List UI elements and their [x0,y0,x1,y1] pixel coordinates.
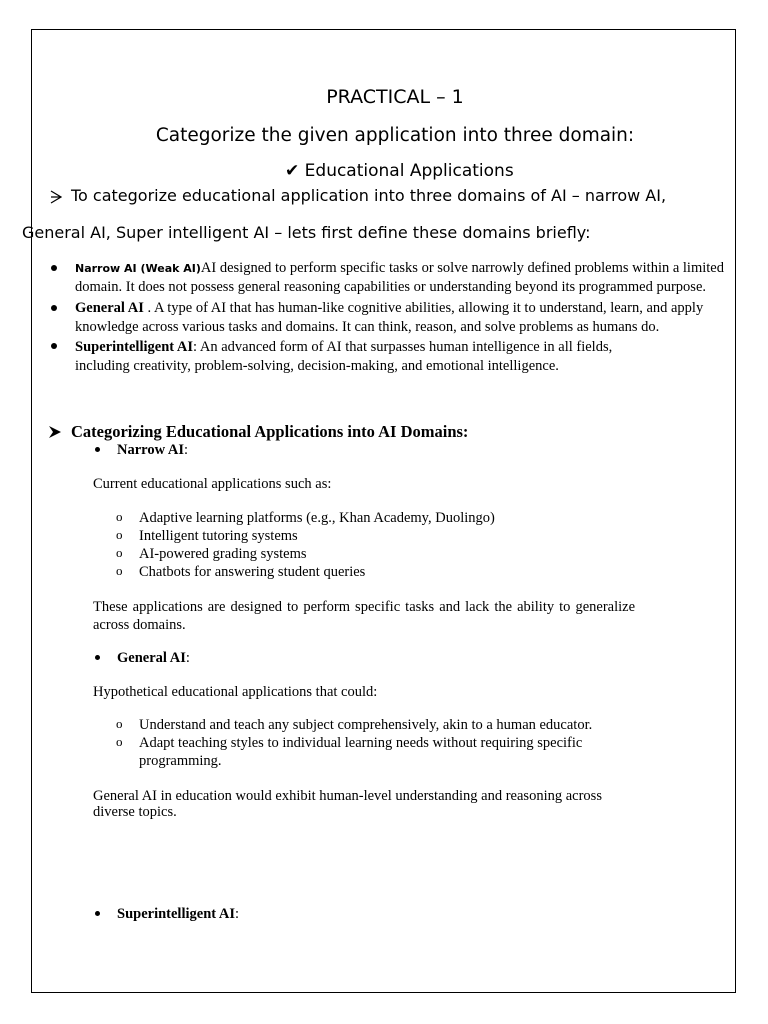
list-marker: o [116,509,123,524]
list-marker: o [116,563,123,578]
definition-term: Narrow AI (Weak AI) [75,262,201,275]
list-item-continued: programming. [139,753,222,769]
superintelligent-ai-label: Superintelligent AI [117,906,236,922]
general-ai-label: General AI [117,650,186,666]
bullet-icon [51,305,57,311]
definition-text: domain. It does not possess general reasoning capabilities or understanding beyond its programmed purpose. [75,279,707,295]
general-ai-label-line [117,649,190,667]
list-marker: o [116,716,123,731]
bullet-icon [51,343,57,349]
superintelligent-ai-label-line [117,905,239,923]
edu-heading: Educational Applications [304,161,514,181]
page-subtitle: Categorize the given application into three domain: [155,125,635,146]
intro-line-1: To categorize educational application into three domains of AI – narrow AI, [71,186,667,205]
narrow-intro: Current educational applications such as: [93,476,332,492]
general-summary-2: diverse topics. [93,804,177,820]
list-item: Understand and teach any subject comprehensively, akin to a human educator. [139,717,593,733]
general-summary-1: General AI in education would exhibit human-level understanding and reasoning across [93,788,602,804]
definition-text: knowledge across various tasks and domains. It can think, reason, and solve problems as humans do. [75,319,660,335]
definition-narrow [75,259,768,297]
definition-text: including creativity, problem-solving, decision-making, and emotional intelligence. [75,358,559,374]
narrow-summary-1: These applications are designed to perform specific tasks and lack the ability to generalize [93,599,636,615]
section-heading: Categorizing Educational Applications into AI Domains: [71,422,469,441]
narrow-ai-label: Narrow AI [117,442,184,458]
definition-text: . A type of AI that has human-like cognitive abilities, allowing it to understand, learn, and apply [143,300,704,316]
narrow-ai-label-line [117,441,188,459]
checkmark-icon: ✔ [285,161,300,181]
list-item: Chatbots for answering student queries [139,564,366,580]
list-marker: o [116,545,123,560]
definition-term: General AI [75,300,144,316]
colon: : [235,906,240,922]
colon: : [185,650,190,666]
page-title: PRACTICAL – 1 [326,86,464,108]
arrow-bullet-icon [50,190,62,204]
definition-term: Superintelligent AI [75,339,194,355]
list-marker: o [116,527,123,542]
list-item: Intelligent tutoring systems [139,528,298,544]
arrow-bullet-icon [48,425,62,439]
intro-line-2: General AI, Super intelligent AI – lets first define these domains briefly: [22,223,591,242]
definition-text: : An advanced form of AI that surpasses human intelligence in all fields, [193,339,613,355]
edu-heading-line [285,161,514,181]
list-marker: o [116,734,123,749]
bullet-icon [95,655,100,660]
colon: : [184,442,189,458]
narrow-summary-2: across domains. [93,617,186,633]
list-item: AI-powered grading systems [139,546,307,562]
list-item: Adapt teaching styles to individual learning needs without requiring specific [139,735,583,751]
definition-superintelligent [75,338,768,376]
definition-text: AI designed to perform specific tasks or solve narrowly defined problems within a limited [200,260,724,276]
bullet-icon [95,447,100,452]
general-intro: Hypothetical educational applications that could: [93,684,378,700]
bullet-icon [95,911,100,916]
list-item: Adaptive learning platforms (e.g., Khan Academy, Duolingo) [139,510,495,526]
bullet-icon [51,265,57,271]
definition-general [75,299,768,337]
